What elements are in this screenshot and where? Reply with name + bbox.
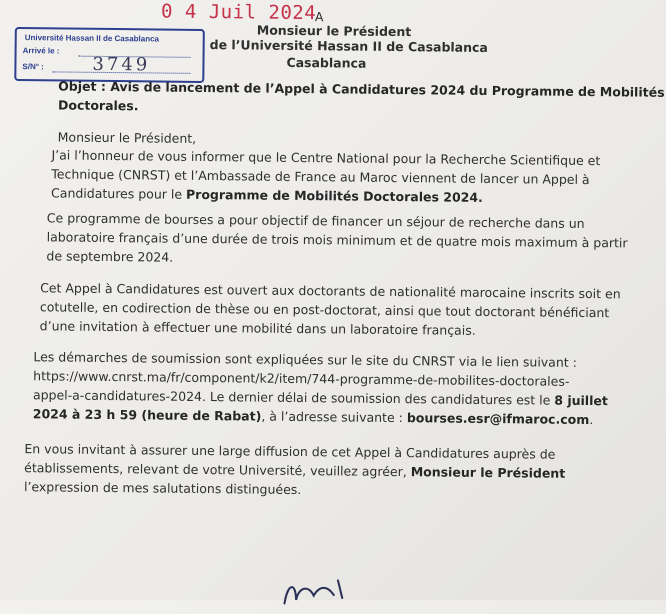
p5-line3: l’expression de mes salutations distinguées.: [23, 479, 302, 498]
p4-line3-prefix: appel-a-candidatures-2024. Le dernier délai de soumission des candidatures est le: [32, 387, 555, 408]
p2-line3: de septembre 2024.: [46, 248, 174, 265]
p1-line3-prefix: Candidatures pour le: [51, 185, 187, 202]
salutation: Monsieur le Président,: [57, 129, 197, 146]
p2-line1: Ce programme de bourses a pour objectif de financer un séjour de recherche dans un: [46, 210, 585, 231]
p1-line3-bold: Programme de Mobilités Doctorales 2024.: [185, 186, 483, 205]
p4-line3-bold: 8 juillet: [554, 392, 608, 409]
recipient-line2: de l’Université Hassan II de Casablanca: [209, 37, 488, 55]
p5-line2-prefix: établissements, relevant de votre Université, veuillez agréer,: [24, 460, 411, 480]
p4-line1: Les démarches de soumission sont expliquées sur le site du CNRST via le lien suivant :: [33, 349, 577, 370]
p3-line3: d’une invitation à effectuer une mobilité dans un laboratoire français.: [39, 318, 476, 338]
p1-line1: J’ai l’honneur de vous informer que le Centre National pour la Recherche Scientifique et: [51, 147, 601, 169]
p5-line1: En vous invitant à assurer une large diffusion de cet Appel à Candidatures auprès de: [24, 441, 556, 462]
receipt-title: Université Hassan II de Casablanca: [24, 33, 160, 44]
recipient-line1: Monsieur le Président: [256, 22, 412, 40]
receipt-stamp: [14, 27, 205, 83]
subject-line2: Doctorales.: [57, 97, 139, 114]
p1-line2: Technique (CNRST) et l’Ambassade de France au Maroc viennent de lancer un Appel à: [51, 166, 590, 188]
p4-deadline: 2024 à 23 h 59 (heure de Rabat): [32, 406, 262, 424]
receipt-number-label: S/N° :: [22, 62, 44, 72]
p4-line2: https://www.cnrst.ma/fr/component/k2/item/744-programme-de-mobilites-doctorales-: [33, 368, 570, 389]
subject: [58, 76, 665, 120]
p5-line2-bold: Monsieur le Président: [410, 464, 566, 481]
paragraph-1: [51, 145, 600, 208]
date-stamp: 0 4 Juil 2024: [160, 0, 317, 25]
paragraph-3: [40, 278, 621, 341]
receipt-number-handwritten: 3749: [92, 53, 151, 76]
paragraph-5: [24, 439, 566, 502]
paragraph-4: [33, 347, 609, 429]
p4-line4-end: .: [589, 412, 594, 428]
signature-scribble: [277, 569, 370, 610]
p3-line2: cotutelle, en codirection de thèse ou en post-doctorat, ainsi que tout doctorant bénéficiant: [39, 299, 610, 321]
receipt-arrive-label: Arrivé le :: [22, 46, 60, 56]
p4-email: bourses.esr@ifmaroc.com: [406, 410, 590, 428]
p4-line4-mid: , à l’adresse suivante :: [261, 408, 407, 426]
p3-line1: Cet Appel à Candidatures est ouvert aux doctorants de nationalité marocaine inscrits soit en: [40, 280, 621, 302]
paragraph-2: [46, 208, 628, 271]
recipient-line3: Casablanca: [286, 54, 367, 71]
p2-line2: laboratoire français d’une durée de trois mois minimum et de quatre mois maximum à partir: [46, 229, 628, 251]
subject-line1: Objet : Avis de lancement de l’Appel à Candidatures 2024 du Programme de Mobilités: [58, 78, 665, 100]
recipient-a: A: [314, 9, 324, 25]
